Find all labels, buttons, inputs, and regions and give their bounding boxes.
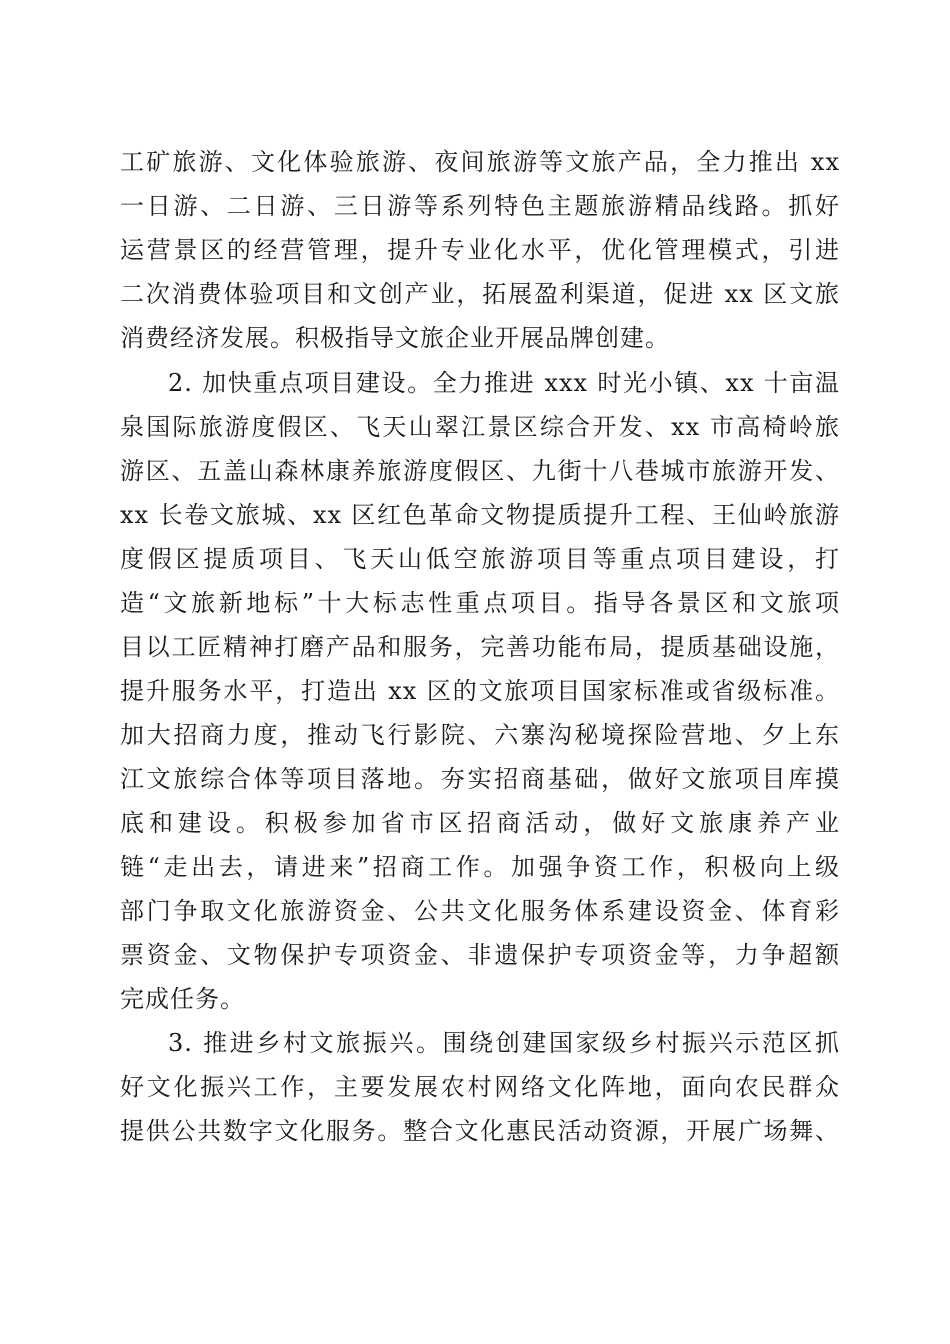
section-3-heading-line: 3. 推进乡村文旅振兴。围绕创建国家级乡村振兴示范区抓 xyxy=(168,1029,840,1057)
text-line-9: xx 长卷文旅城、xx 区红色革命文物提质提升工程、王仙岭旅游 xyxy=(120,501,840,529)
text-line-7: 泉国际旅游度假区、飞天山翠江景区综合开发、xx 市高椅岭旅 xyxy=(120,413,840,441)
text-line-19: 票资金、文物保护专项资金、非遗保护专项资金等，力争超额 xyxy=(120,941,840,969)
text-line-12: 目以工匠精神打磨产品和服务，完善功能布局，提质基础设施， xyxy=(120,633,840,661)
text-line-3: 运营景区的经营管理，提升专业化水平，优化管理模式，引进 xyxy=(120,236,840,264)
text-line-8: 游区、五盖山森林康养旅游度假区、九街十八巷城市旅游开发、 xyxy=(120,457,840,485)
text-line-16: 底和建设。积极参加省市区招商活动，做好文旅康养产业 xyxy=(120,809,840,837)
text-line-13: 提升服务水平，打造出 xx 区的文旅项目国家标准或省级标准。 xyxy=(120,677,840,705)
text-line-1: 工矿旅游、文化体验旅游、夜间旅游等文旅产品，全力推出 xx xyxy=(120,148,840,176)
text-line-18: 部门争取文化旅游资金、公共文化服务体系建设资金、体育彩 xyxy=(120,897,840,925)
section-2-heading-line: 2. 加快重点项目建设。全力推进 xxx 时光小镇、xx 十亩温 xyxy=(168,369,840,397)
text-line-15: 江文旅综合体等项目落地。夯实招商基础，做好文旅项目库摸 xyxy=(120,765,840,793)
text-line-5: 消费经济发展。积极指导文旅企业开展品牌创建。 xyxy=(120,324,670,352)
text-line-11: 造“文旅新地标”十大标志性重点项目。指导各景区和文旅项 xyxy=(120,589,840,617)
text-line-22: 好文化振兴工作，主要发展农村网络文化阵地，面向农民群众 xyxy=(120,1073,840,1101)
text-line-20: 完成任务。 xyxy=(120,985,245,1013)
text-line-23: 提供公共数字文化服务。整合文化惠民活动资源，开展广场舞、 xyxy=(120,1117,840,1145)
text-line-14: 加大招商力度，推动飞行影院、六寨沟秘境探险营地、夕上东 xyxy=(120,721,840,749)
text-line-4: 二次消费体验项目和文创产业，拓展盈利渠道，促进 xx 区文旅 xyxy=(120,280,840,308)
text-line-10: 度假区提质项目、飞天山低空旅游项目等重点项目建设，打 xyxy=(120,545,840,573)
text-line-2: 一日游、二日游、三日游等系列特色主题旅游精品线路。抓好 xyxy=(120,192,840,220)
text-line-17: 链“走出去，请进来”招商工作。加强争资工作，积极向上级 xyxy=(120,853,840,881)
